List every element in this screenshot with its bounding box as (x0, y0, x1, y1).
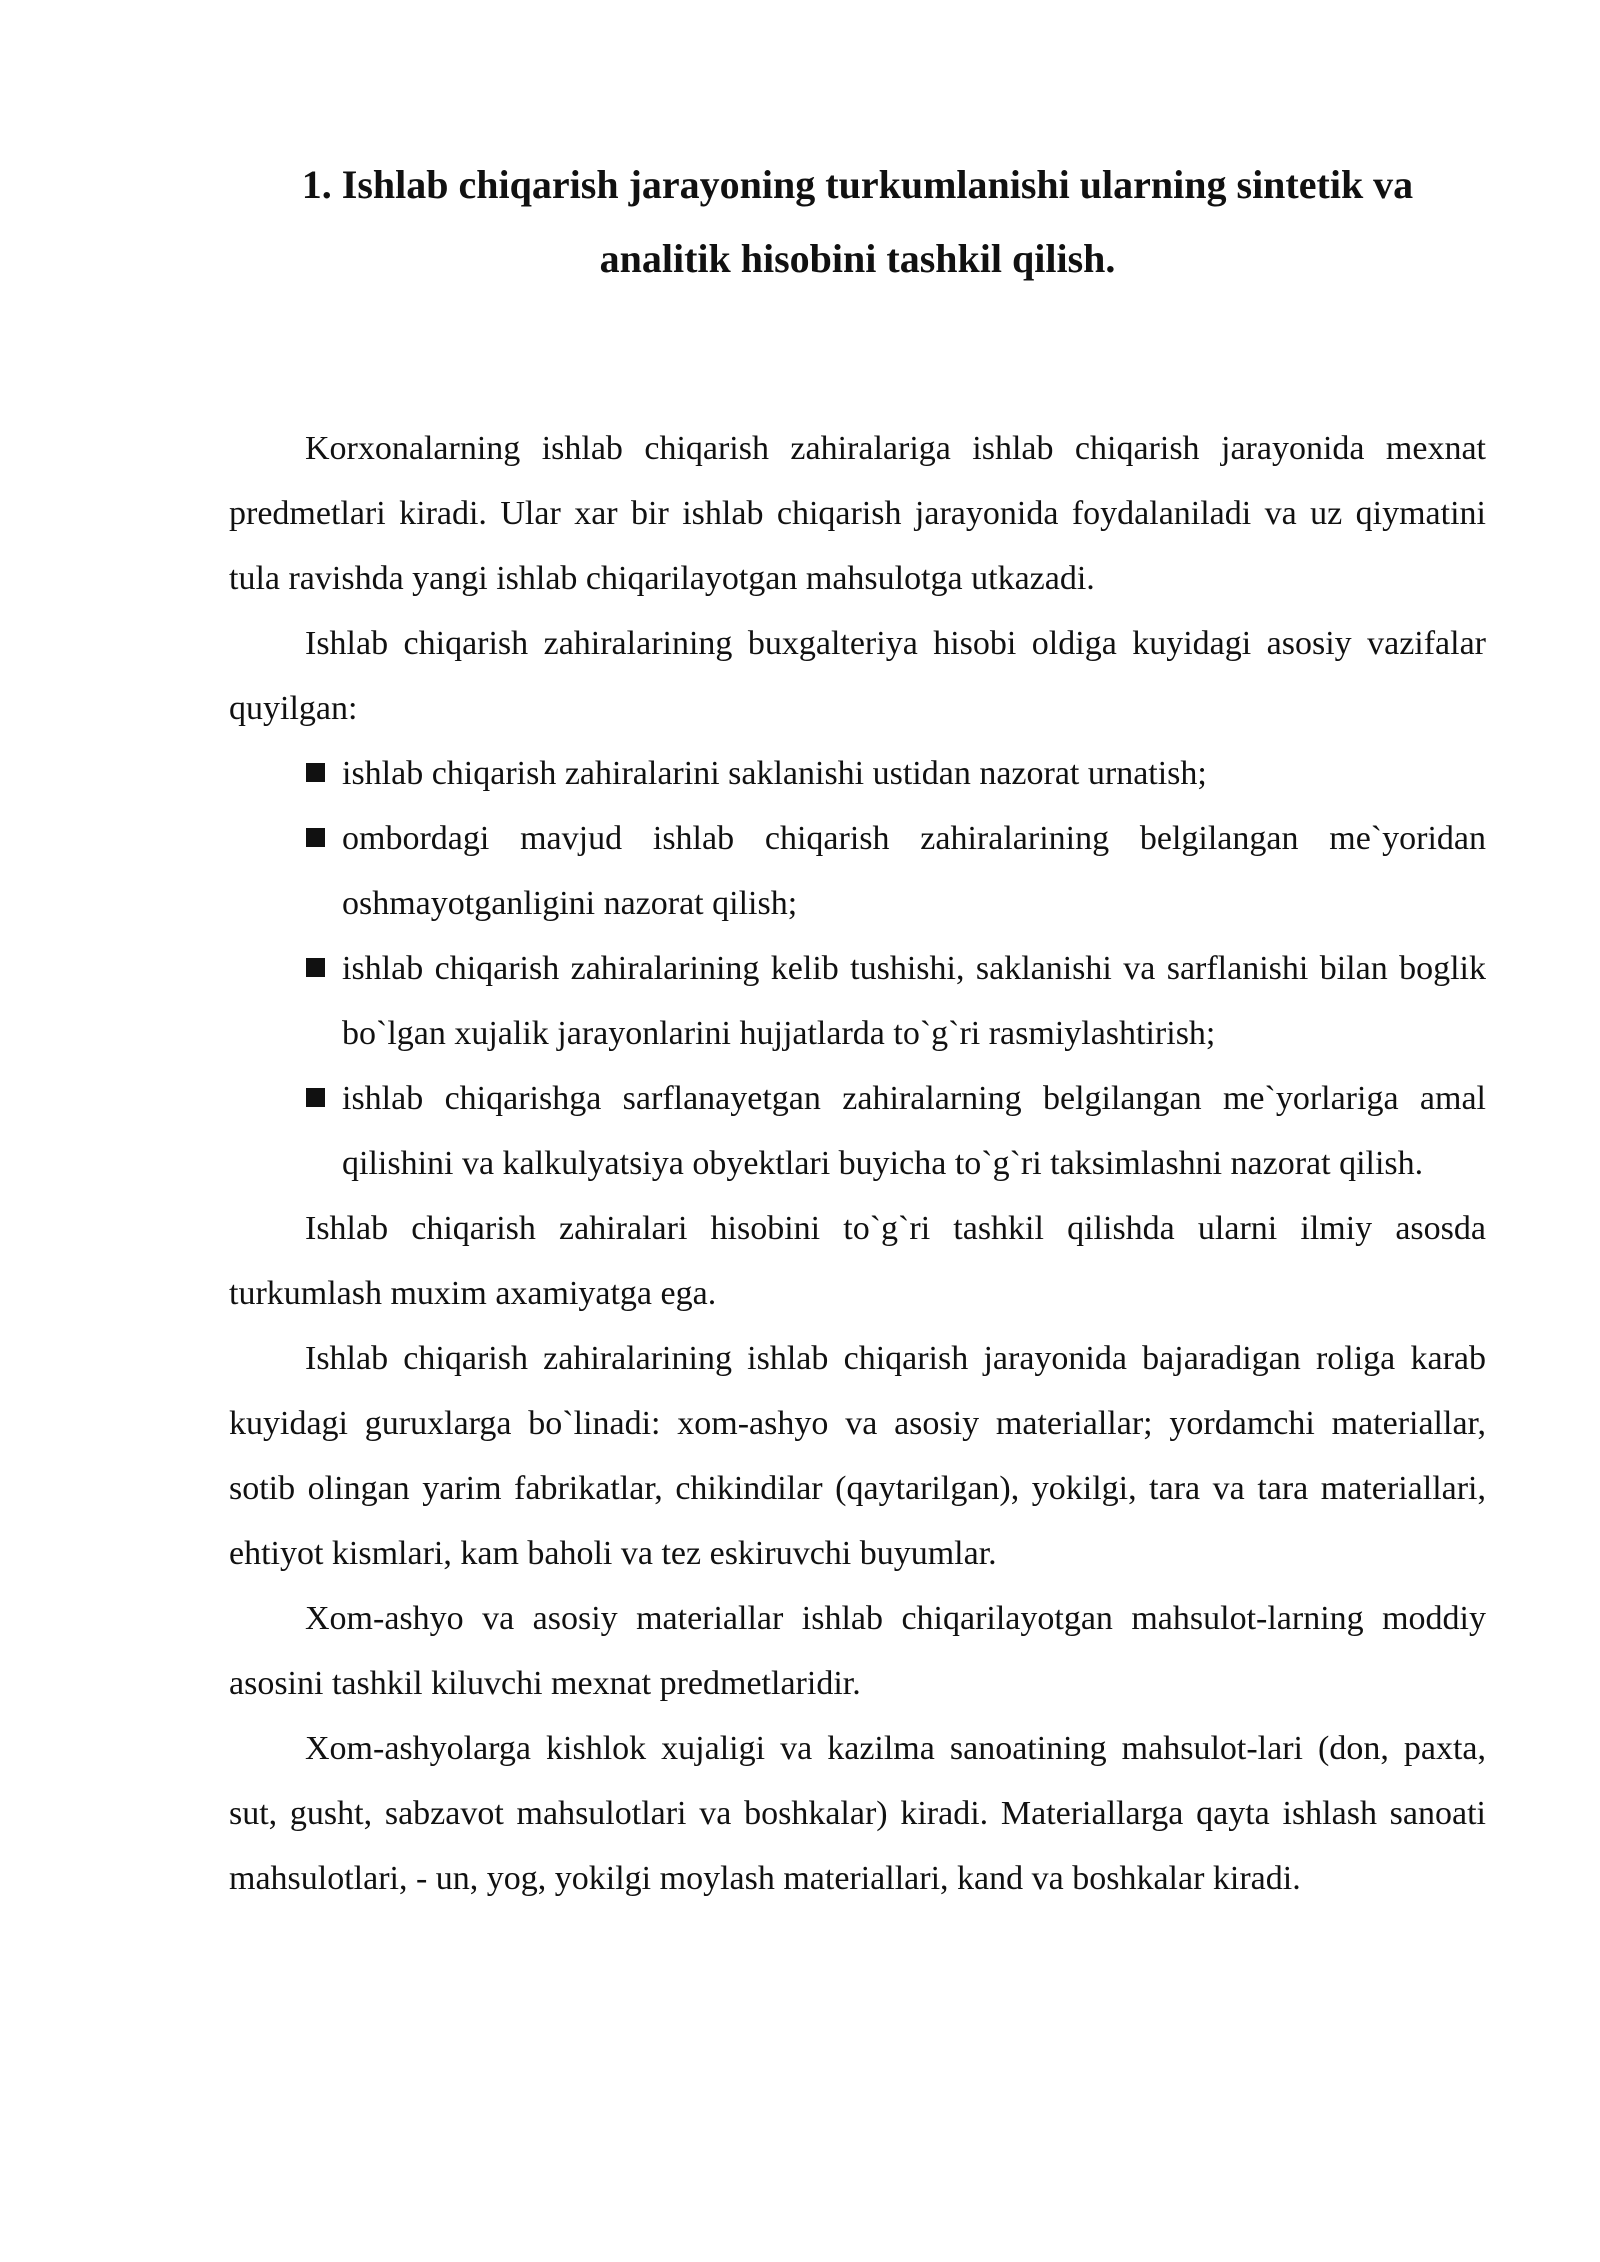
list-item-text: ishlab chiqarish zahiralarini saklanishi ustidan nazorat urnatish; (342, 755, 1207, 792)
document-title: 1. Ishlab chiqarish jarayoning turkumlanishi ularning sintetik va analitik hisobini tashkil qilish. (301, 162, 1414, 281)
paragraph-6: Xom-ashyolarga kishlok xujaligi va kazilma sanoatining mahsulot-lari (don, paxta, sut, gusht, sabzavot mahsulotlari va boshkalar) kiradi. Materiallarga qayta ishlash sanoati mahsulotlari, - un, yog, yokilgi moylash materiallari, kand va boshkalar kiradi. (229, 1730, 1486, 1897)
square-bullet-icon (306, 828, 325, 847)
paragraph-2: Ishlab chiqarish zahiralarining buxgalteriya hisobi oldiga kuyidagi asosiy vazifalar quyilgan: (229, 625, 1486, 727)
list-item-text: ombordagi mavjud ishlab chiqarish zahiralarining belgilangan me`yoridan oshmayotganligini nazorat qilish; (342, 820, 1486, 922)
list-item (342, 1066, 1486, 1196)
paragraph-5: Xom-ashyo va asosiy materiallar ishlab chiqarilayotgan mahsulot-larning moddiy asosini tashkil kiluvchi mexnat predmetlaridir. (229, 1600, 1486, 1702)
task-list (229, 741, 1486, 1196)
paragraph-1: Korxonalarning ishlab chiqarish zahiralariga ishlab chiqarish jarayonida mexnat predmetlari kiradi. Ular xar bir ishlab chiqarish jarayonida foydalaniladi va uz qiymatini tula ravishda yangi ishlab chiqarilayotgan mahsulotga utkazadi. (229, 430, 1486, 597)
list-item (342, 806, 1486, 936)
square-bullet-icon (306, 763, 325, 782)
list-item (342, 741, 1486, 806)
list-item-text: ishlab chiqarishga sarflanayetgan zahiralarning belgilangan me`yorlariga amal qilishini va kalkulyatsiya obyektlari buyicha to`g`ri taksimlashni nazorat qilish. (342, 1080, 1486, 1182)
paragraph-3: Ishlab chiqarish zahiralari hisobini to`g`ri tashkil qilishda ularni ilmiy asosda turkumlash muxim axamiyatga ega. (229, 1210, 1486, 1312)
square-bullet-icon (306, 1088, 325, 1107)
document-body (229, 416, 1486, 1911)
square-bullet-icon (306, 958, 325, 977)
list-item (342, 936, 1486, 1066)
paragraph-4: Ishlab chiqarish zahiralarining ishlab chiqarish jarayonida bajaradigan roliga karab kuyidagi guruxlarga bo`linadi: xom-ashyo va asosiy materiallar; yordamchi materiallar, sotib olingan yarim fabrikatlar, chikindilar (qaytarilgan), yokilgi, tara va tara materiallari, ehtiyot kismlari, kam baholi va tez eskiruvchi buyumlar. (229, 1340, 1486, 1572)
document-page (229, 148, 1486, 1911)
list-item-text: ishlab chiqarish zahiralarining kelib tushishi, saklanishi va sarflanishi bilan boglik bo`lgan xujalik jarayonlarini hujjatlarda to`g`ri rasmiylashtirish; (342, 950, 1486, 1052)
